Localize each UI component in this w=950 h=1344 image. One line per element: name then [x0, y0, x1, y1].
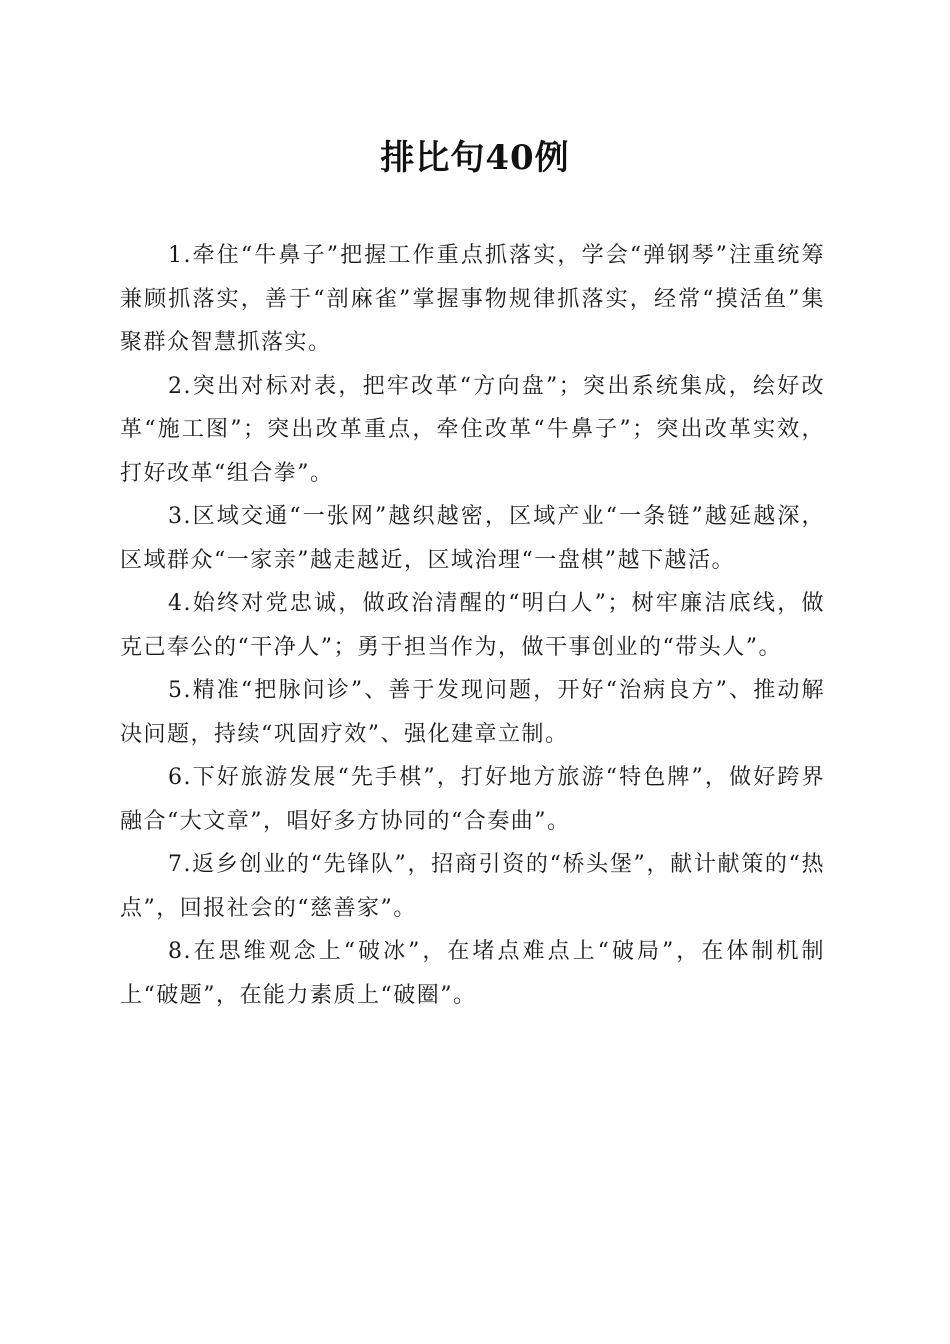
paragraph-4: 4.始终对党忠诚，做政治清醒的“明白人”；树牢廉洁底线，做克己奉公的“干净人”；勇于担当作为，做干事创业的“带头人”。	[120, 591, 825, 660]
paragraph-3: 3.区域交通“一张网”越织越密，区域产业“一条链”越延越深，区域群众“一家亲”越走越近，区域治理“一盘棋”越下越活。	[120, 504, 825, 573]
paragraph-6: 6.下好旅游发展“先手棋”，打好地方旅游“特色牌”，做好跨界融合“大文章”，唱好多方协同的“合奏曲”。	[120, 765, 825, 834]
paragraph-7: 7.返乡创业的“先锋队”，招商引资的“桥头堡”，献计献策的“热点”，回报社会的“慈善家”。	[120, 852, 825, 921]
paragraph-8: 8.在思维观念上“破冰”，在堵点难点上“破局”，在体制机制上“破题”，在能力素质上“破圈”。	[120, 939, 825, 1008]
paragraph-2: 2.突出对标对表，把牢改革“方向盘”；突出系统集成，绘好改革“施工图”；突出改革重点，牵住改革“牛鼻子”；突出改革实效，打好改革“组合拳”。	[120, 373, 825, 486]
document-body	[120, 234, 825, 1017]
paragraph-1: 1.牵住“牛鼻子”把握工作重点抓落实，学会“弹钢琴”注重统筹兼顾抓落实，善于“剖麻雀”掌握事物规律抓落实，经常“摸活鱼”集聚群众智慧抓落实。	[120, 243, 825, 355]
paragraph-5: 5.精准“把脉问诊”、善于发现问题，开好“治病良方”、推动解决问题，持续“巩固疗效”、强化建章立制。	[120, 678, 825, 747]
document-title: 排比句40例	[380, 138, 570, 178]
